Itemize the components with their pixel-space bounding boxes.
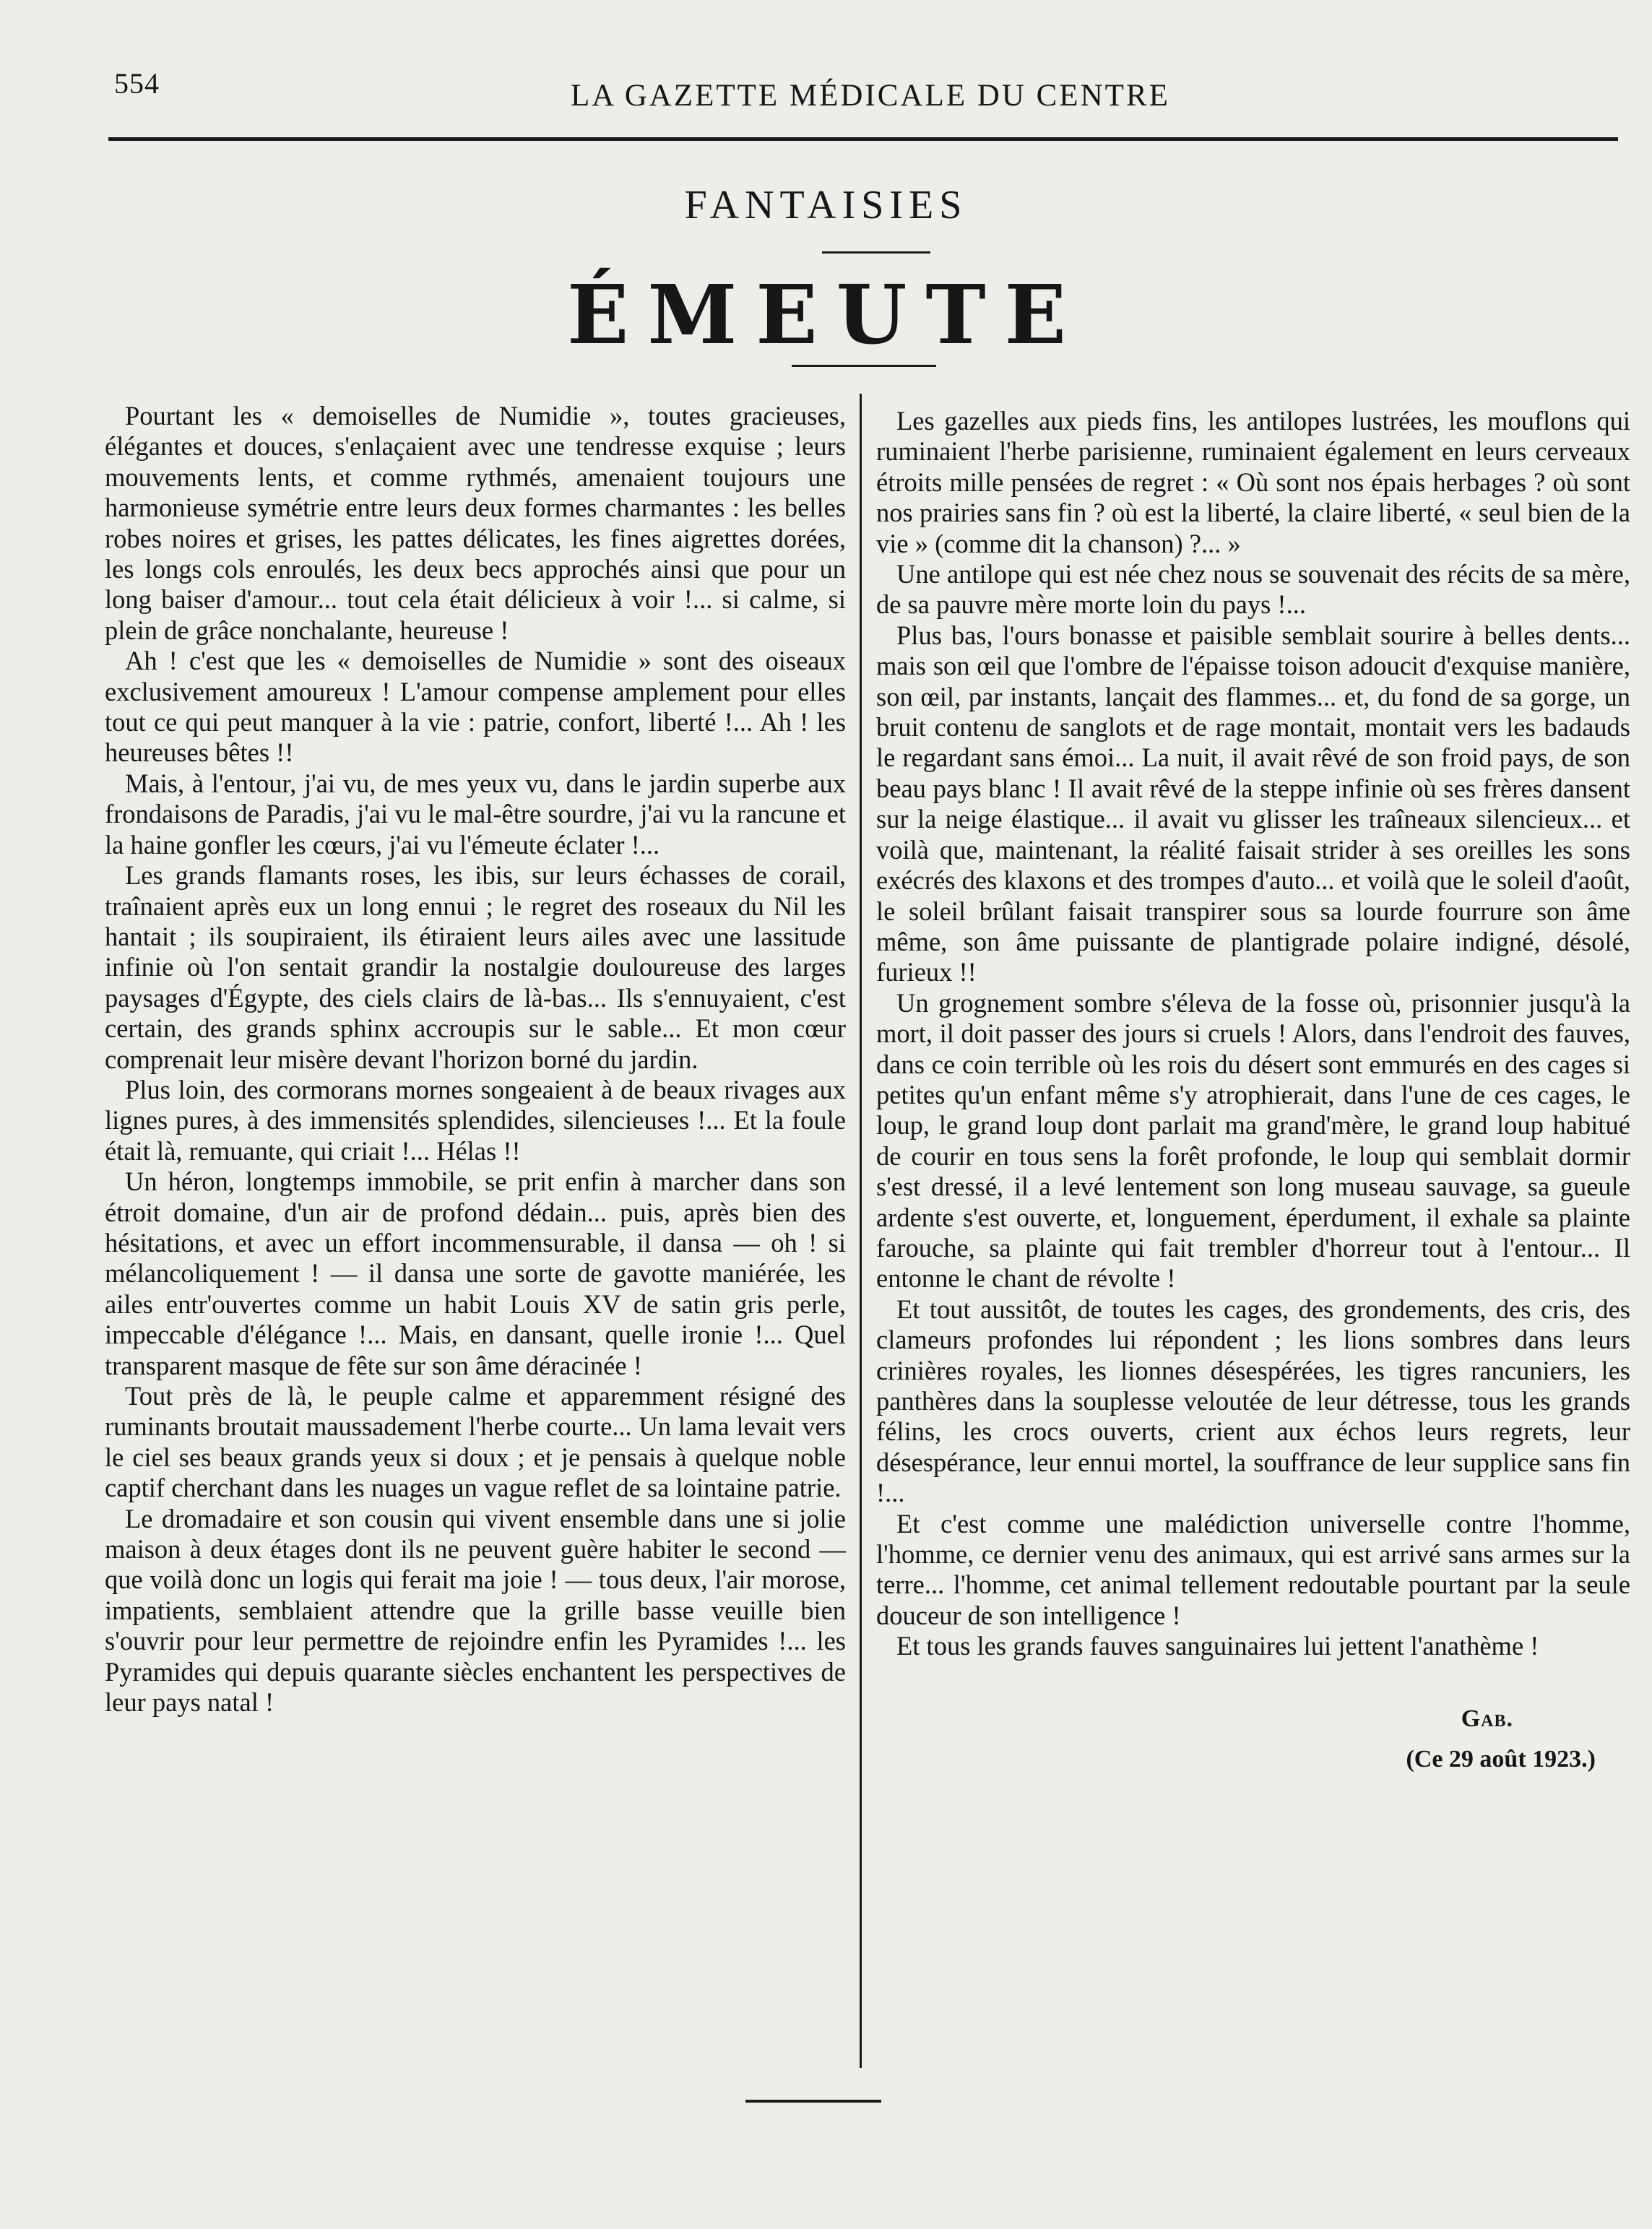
- paragraph: Plus loin, des cormorans mornes songeaient à de beaux rivages aux lignes pures, à des immensités splendides, silencieuses !... Et la foule était là, remuante, qui criait !... Hélas !!: [105, 1074, 846, 1166]
- paragraph: Pourtant les « demoiselles de Numidie », toutes gracieuses, élégantes et douces, s'enlaçaient avec une tendresse exquise ; leurs mouvements lents, et comme rythmés, amenaient toujours une harmonieuse symétrie entre leurs deux formes charmantes : les belles robes noires et grises, les pattes délicates, les fines aigrettes dorées, les longs cols enroulés, les deux becs approchés ainsi que pour un long baiser d'amour... tout cela était délicieux à voir !... si calme, si plein de grâce nonchalante, heureuse !: [105, 401, 846, 645]
- left-column: [105, 401, 846, 1718]
- right-column: [876, 406, 1630, 1775]
- paragraph: Et tout aussitôt, de toutes les cages, des grondements, des cris, des clameurs profondes lui répondent ; les lions sombres dans leurs crinières royales, les lionnes désespérées, les tigres rancuniers, les panthères dans la souplesse veloutée de leur détresse, tous les grands félins, les crocs ouverts, crient aux échos leurs regrets, leur désespérance, leur ennui mortel, la souffrance de leur supplice sans fin !...: [876, 1294, 1630, 1508]
- paragraph: Une antilope qui est née chez nous se souvenait des récits de sa mère, de sa pauvre mère morte loin du pays !...: [876, 559, 1630, 620]
- dateline: (Ce 29 août 1923.): [1406, 1746, 1596, 1773]
- paragraph: Mais, à l'entour, j'ai vu, de mes yeux vu, dans le jardin superbe aux frondaisons de Paradis, j'ai vu le mal-être sourdre, j'ai vu la rancune et la haine gonfler les cœurs, j'ai vu l'émeute éclater !...: [105, 768, 846, 860]
- paragraph: Les grands flamants roses, les ibis, sur leurs échasses de corail, traînaient après eux un long ennui ; le regret des roseaux du Nil les hantait ; ils soupiraient, ils étiraient leurs ailes avec une lassitude infinie où l'on sentait grandir la nostalgie douloureuse des larges paysages d'Égypte, des ciels clairs de là-bas... Ils s'ennuyaient, c'est certain, des grands sphinx accroupis sur le sable... Et mon cœur comprenait leur misère devant l'horizon borné du jardin.: [105, 860, 846, 1074]
- paragraph: Le dromadaire et son cousin qui vivent ensemble dans une si jolie maison à deux étages dont ils ne peuvent guère habiter le second — que voilà donc un logis qui ferait ma joie ! — tous deux, l'air morose, impatients, semblaient attendre que la grille basse veuille bien s'ouvrir pour leur permettre de rejoindre enfin les Pyramides !... les Pyramides qui depuis quarante siècles enchantent les perspectives de leur pays natal !: [105, 1503, 846, 1718]
- paragraph: Les gazelles aux pieds fins, les antilopes lustrées, les mouflons qui ruminaient l'herbe parisienne, ruminaient également en leurs cerveaux étroits mille pensées de regret : « Où sont nos épais herbages ? où sont nos prairies sans fin ? où est la liberté, la claire liberté, « seul bien de la vie » (comme dit la chanson) ?... »: [876, 406, 1630, 558]
- article-title: ÉMEUTE: [566, 268, 1086, 363]
- section-title: FANTAISIES: [684, 183, 968, 228]
- page-number: 554: [114, 67, 160, 100]
- paragraph: Un héron, longtemps immobile, se prit enfin à marcher dans son étroit domaine, d'un air de profond dédain... puis, après bien des hésitations, et avec un effort incommensurable, il dansa — oh ! si mélancoliquement ! — il dansa une sorte de gavotte maniérée, les ailes entr'ouvertes comme un habit Louis XV de satin gris perle, impeccable d'élégance !... Mais, en dansant, quelle ironie !... Quel transparent masque de fête sur son âme déracinée !: [105, 1167, 846, 1380]
- section-divider: [822, 251, 930, 254]
- signature-block: [876, 1704, 1630, 1775]
- title-divider: [792, 365, 936, 367]
- paragraph: Plus bas, l'ours bonasse et paisible semblait sourire à belles dents... mais son œil que l'ombre de l'épaisse toison adoucit d'exquise manière, son œil, par instants, lançait des flammes... et, du fond de sa gorge, un bruit contenu de sanglots et de rage montait, montait vers les badauds le regardant sans émoi... La nuit, il avait rêvé de son froid pays, de son beau pays blanc ! Il avait rêvé de la steppe infinie où ses frères dansent sur la neige élastique... il avait vu glisser les traîneaux silencieux... et voilà que, maintenant, la réalité faisait strider à ses oreilles les sons exécrés des klaxons et des trompes d'auto... et voilà que le soleil d'août, le soleil brûlant faisait transpirer sous sa lourde fourrure son âme même, son âme puissante de plantigrade polaire indigné, désolé, furieux !!: [876, 620, 1630, 987]
- paragraph: Et tous les grands fauves sanguinaires lui jettent l'anathème !: [896, 1631, 1539, 1661]
- end-rule: [745, 2100, 881, 2103]
- paragraph: Un grognement sombre s'éleva de la fosse où, prisonnier jusqu'à la mort, il doit passer des jours si cruels ! Alors, dans l'endroit des fauves, dans ce coin terrible où les rois du désert sont emmurés en des cages si petites qu'un enfant même s'y atrophierait, dans l'une de ces cages, le loup, le grand loup dont parlait ma grand'mère, le grand loup habitué de courir en tous sens la forêt profonde, le loup qui semblait dormir s'est dressé, il a levé lentement son long museau sauvage, sa gueule ardente s'est ouverte, et, longuement, éperdument, il exhale sa plainte farouche, sa plainte qui fait trembler d'horreur tout à l'entour... Il entonne le chant de révolte !: [876, 987, 1630, 1294]
- author-signature: Gab.: [1461, 1705, 1513, 1732]
- paragraph: Tout près de là, le peuple calme et apparemment résigné des ruminants broutait maussadement l'herbe courte... Un lama levait vers le ciel ses beaux grands yeux si doux ; et je pensais à quelque noble captif cherchant dans les nuages un vague reflet de sa lointaine patrie.: [105, 1381, 846, 1503]
- paragraph: Et c'est comme une malédiction universelle contre l'homme, l'homme, ce dernier venu des animaux, qui est arrivé sans armes sur la terre... l'homme, cet animal tellement redoutable pourtant par la seule douceur de son intelligence !: [876, 1508, 1630, 1630]
- header-rule: [108, 137, 1618, 141]
- journal-title: LA GAZETTE MÉDICALE DU CENTRE: [571, 79, 1170, 113]
- paragraph: Ah ! c'est que les « demoiselles de Numidie » sont des oiseaux exclusivement amoureux ! L'amour compense amplement pour elles tout ce qui peut manquer à la vie : patrie, confort, liberté !... Ah ! les heureuses bêtes !!: [105, 646, 846, 768]
- column-divider: [860, 394, 862, 2068]
